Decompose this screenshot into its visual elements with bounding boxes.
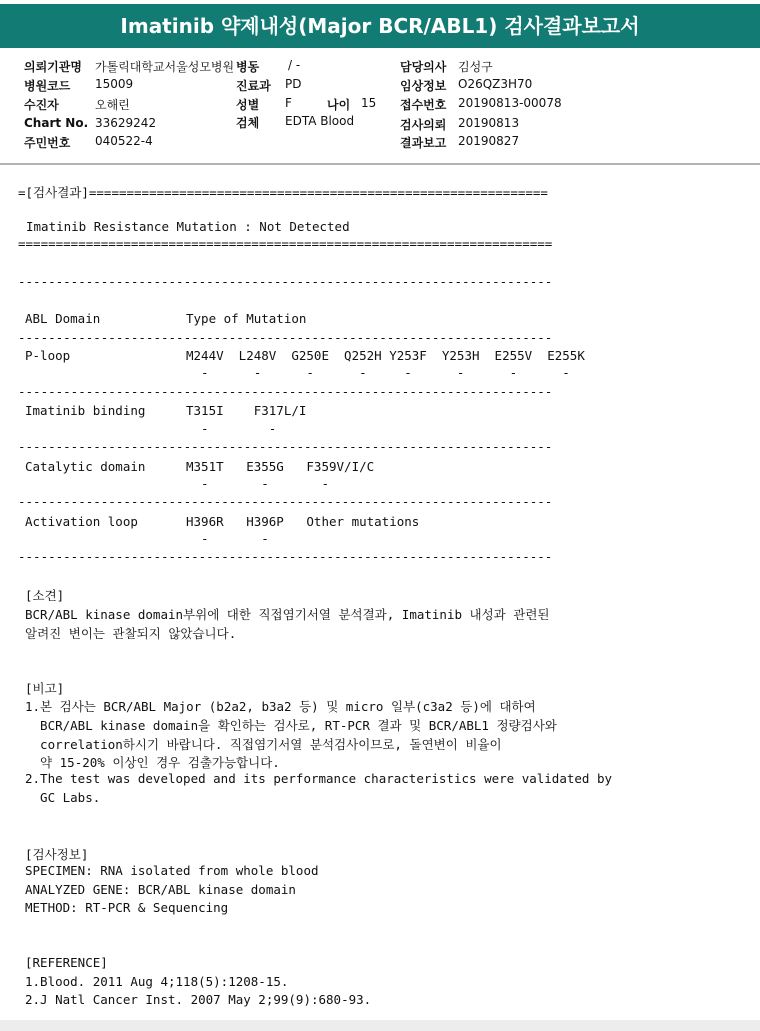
remarks-line: BCR/ABL kinase domain을 확인하는 검사로, RT-PCR 결과 및 BCR/ABL1 정량검사와 [25,718,557,733]
row-domain-imatinib-binding: Imatinib binding [25,403,146,418]
opinion-line: BCR/ABL kinase domain부위에 대한 직접염기서열 분석결과, Imatinib 내성과 관련된 [25,607,550,622]
remarks-line: 1.본 검사는 BCR/ABL Major (b2a2, b3a2 등) 및 micro 일부(c3a2 등)에 대하여 [25,699,536,714]
row-results-activation-loop: - - [186,531,269,546]
rule: ----------------------------------------------------------------------- [18,274,553,289]
row-domain-activation-loop: Activation loop [25,514,138,529]
specimen-label: 검체 [236,116,260,130]
table-head-domain: ABL Domain [25,311,101,326]
ward-value: / - [288,58,301,72]
opinion-line: 알려진 변이는 관찰되지 않았습니다. [25,626,237,641]
clinical-info-label: 임상정보 [400,79,447,93]
row-mutations-activation-loop: H396R H396P Other mutations [186,514,420,529]
row-domain-catalytic: Catalytic domain [25,459,146,474]
remarks-line: 2.The test was developed and its performance characteristics were validated by [25,771,612,786]
reference-line: 1.Blood. 2011 Aug 4;118(5):1208-15. [25,974,289,989]
rule: ----------------------------------------------------------------------- [18,439,553,454]
testinfo-header: [검사정보] [25,847,89,862]
rule: ----------------------------------------------------------------------- [18,384,553,399]
department-label: 진료과 [236,79,271,93]
request-value: 20190813 [458,116,520,130]
row-results-imatinib-binding: - - [186,421,277,436]
receipt-label: 접수번호 [400,98,447,112]
row-domain-p-loop: P-loop [25,348,71,363]
title-bar [0,0,760,54]
ward-label: 병동 [236,60,260,74]
row-results-catalytic: - - - [186,476,329,491]
remarks-line: correlation하시기 바랍니다. 직접염기서열 분석검사이므로, 돌연변이 비율이 [25,737,502,752]
hospital-code-label: 병원코드 [24,79,71,93]
resident-label: 주민번호 [24,136,71,150]
row-results-p-loop: - - - - - - - - [186,365,570,380]
doctor-value: 김성구 [458,60,493,74]
patient-value: 오해린 [95,98,130,112]
receipt-value: 20190813-00078 [458,96,562,110]
bottom-bar [0,1020,760,1031]
clinical-info-value: O26QZ3H70 [458,77,533,91]
row-mutations-imatinib-binding: T315I F317L/I [186,403,307,418]
institution-value: 가톨릭대학교서울성모병원 [95,60,235,74]
row-mutations-catalytic: M351T E355G F359V/I/C [186,459,375,474]
patient-label: 수진자 [24,98,59,112]
reference-line: 2.J Natl Cancer Inst. 2007 May 2;99(9):680-93. [25,992,372,1007]
doctor-label: 담당의사 [400,60,447,74]
request-label: 검사의뢰 [400,118,447,132]
result-section-header: =[검사결과]============================================================= [18,185,548,200]
report-title: Imatinib 약제내성(Major BCR/ABL1) 검사결과보고서 [0,4,760,48]
sex-label: 성별 [236,98,260,112]
institution-label: 의뢰기관명 [24,60,82,74]
remarks-line: GC Labs. [25,790,101,805]
chart-value: 33629242 [95,116,157,130]
testinfo-line: METHOD: RT-PCR & Sequencing [25,900,229,915]
hospital-code-value: 15009 [95,77,134,91]
specimen-value: EDTA Blood [285,114,355,128]
remarks-line: 약 15-20% 이상인 경우 검출가능합니다. [25,755,280,770]
header-divider [0,163,760,165]
result-summary: Imatinib Resistance Mutation : Not Detected [26,219,350,234]
sex-value: F [285,96,292,110]
chart-label: Chart No. [24,116,89,130]
testinfo-line: ANALYZED GENE: BCR/ABL kinase domain [25,882,296,897]
opinion-header: [소견] [25,588,65,603]
age-value: 15 [361,96,377,110]
rule: ----------------------------------------------------------------------- [18,330,553,345]
department-value: PD [285,77,302,91]
row-mutations-p-loop: M244V L248V G250E Q252H Y253F Y253H E255V E255K [186,348,585,363]
report-date-value: 20190827 [458,134,520,148]
table-head-type: Type of Mutation [186,311,307,326]
reference-header: [REFERENCE] [25,955,108,970]
resident-value: 040522-4 [95,134,153,148]
rule: ----------------------------------------------------------------------- [18,494,553,509]
age-label: 나이 [327,98,351,112]
report-date-label: 결과보고 [400,136,447,150]
remarks-header: [비고] [25,681,65,696]
testinfo-line: SPECIMEN: RNA isolated from whole blood [25,863,319,878]
double-rule: ======================================================================= [18,236,553,251]
rule: ----------------------------------------------------------------------- [18,549,553,564]
